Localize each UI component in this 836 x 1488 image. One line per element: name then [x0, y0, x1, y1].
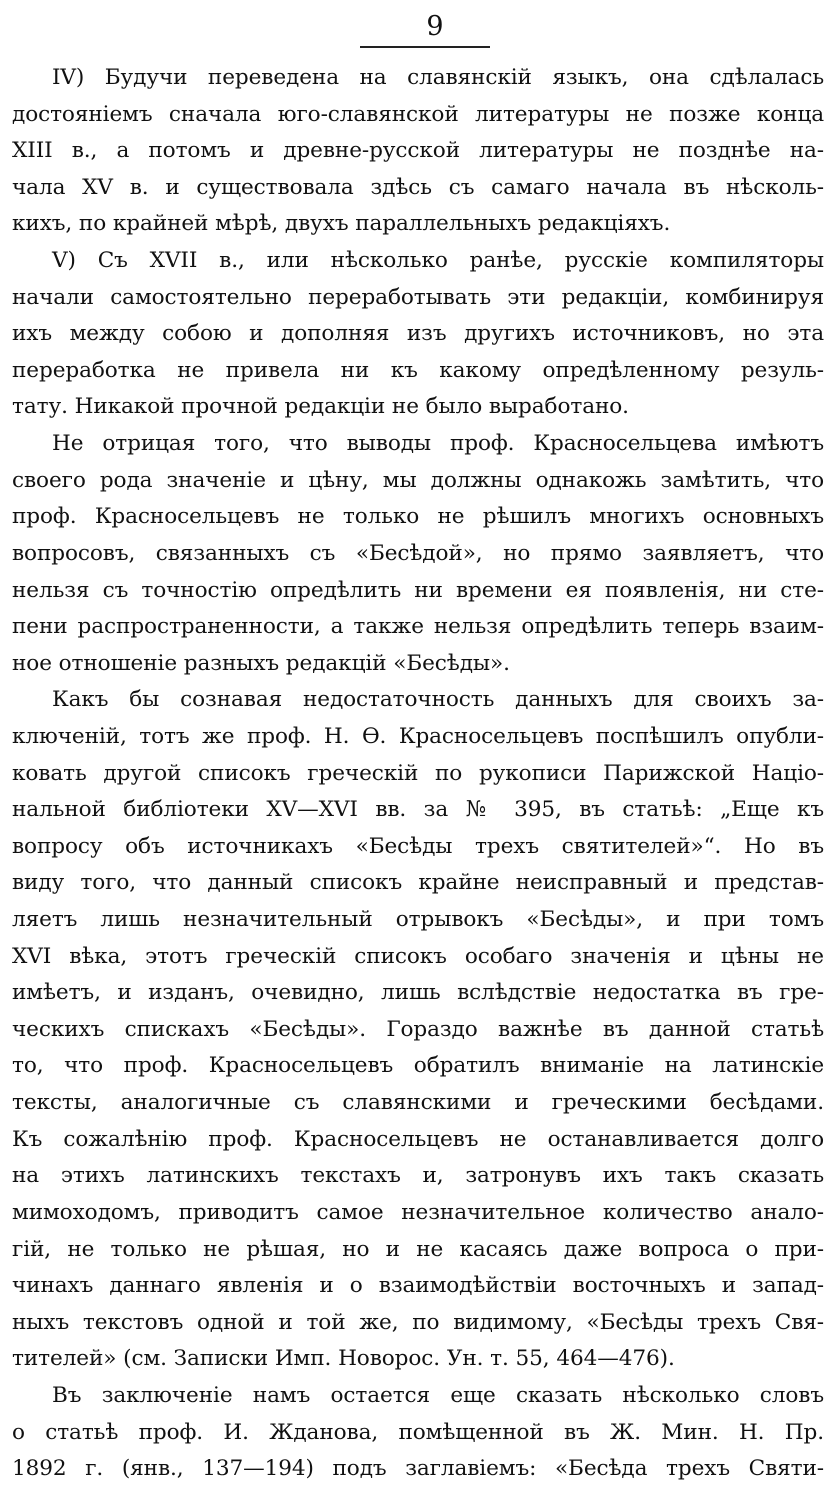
text-line: гій, не только не рѣшая, но и не касаясь даже вопроса о при-	[12, 1236, 824, 1262]
text-line: ныхъ текстовъ одной и той же, по видимому, «Бесѣды трехъ Свя-	[12, 1309, 824, 1335]
text-line: XIII в., а потомъ и древне-русской литературы не позднѣе на-	[12, 138, 824, 164]
text-line: вопросовъ, связанныхъ съ «Бесѣдой», но прямо заявляетъ, что	[12, 540, 824, 566]
text-line: кихъ, по крайней мѣрѣ, двухъ параллельныхъ редакціяхъ.	[12, 211, 671, 237]
text-line: ихъ между собою и дополняя изъ другихъ источниковъ, но эта	[12, 321, 824, 347]
text-line: тексты, аналогичные съ славянскими и греческими бесѣдами.	[12, 1090, 824, 1116]
text-line: достояніемъ сначала юго-славянской литературы не позже конца	[12, 101, 824, 127]
text-line: Въ заключеніе намъ остается еще сказать нѣсколько словъ	[52, 1382, 824, 1408]
text-line: на этихъ латинскихъ текстахъ и, затронувъ ихъ такъ сказать	[12, 1163, 824, 1189]
text-line: то, что проф. Красносельцевъ обратилъ вниманіе на латинскіе	[12, 1053, 824, 1079]
header-rule	[360, 46, 490, 48]
text-line: 1892 г. (янв., 137—194) подъ заглавіемъ: «Бесѣда трехъ Святи-	[12, 1456, 824, 1482]
text-line: ляетъ лишь незначительный отрывокъ «Бесѣды», и при томъ	[12, 907, 824, 933]
text-line: XVI вѣка, этотъ греческій списокъ особаго значенія и цѣны не	[12, 943, 824, 969]
text-line: проф. Красносельцевъ не только не рѣшилъ многихъ основныхъ	[12, 504, 824, 530]
text-line: ческихъ спискахъ «Бесѣды». Гораздо важнѣе въ данной статьѣ	[12, 1016, 824, 1042]
text-line: чала XV в. и существовала здѣсь съ самаго начала въ нѣсколь-	[12, 174, 824, 200]
text-line: вопросу объ источникахъ «Бесѣды трехъ святителей»“. Но въ	[12, 833, 824, 859]
text-line: чинахъ даннаго явленія и о взаимодѣйствіи восточныхъ и запад-	[12, 1273, 824, 1299]
text-line: своего рода значеніе и цѣну, мы должны однакожь замѣтить, что	[12, 467, 824, 493]
text-line: Какъ бы сознавая недостаточность данныхъ для своихъ за-	[52, 687, 824, 713]
text-line: V) Съ XVII в., или нѣсколько ранѣе, русскіе компиляторы	[52, 248, 824, 274]
text-line: пени распространенности, а также нельзя опредѣлить теперь взаим-	[12, 614, 824, 640]
book-page	[12, 0, 824, 1482]
text-line: о статьѣ проф. И. Жданова, помѣщенной въ Ж. Мин. Н. Пр.	[12, 1419, 824, 1445]
page-number: 9	[426, 11, 444, 42]
text-line: мимоходомъ, приводитъ самое незначительное количество анало-	[12, 1199, 824, 1225]
text-line: IV) Будучи переведена на славянскій языкъ, она сдѣлалась	[52, 65, 824, 90]
text-line: нельзя съ точностію опредѣлить ни времени ея появленія, ни сте-	[12, 577, 824, 603]
text-line: тителей» (см. Записки Имп. Новорос. Ун. т. 55, 464—476).	[12, 1346, 675, 1372]
text-line: ное отношеніе разныхъ редакцій «Бесѣды».	[12, 650, 510, 676]
text-line: Къ сожалѣнію проф. Красносельцевъ не останавливается долго	[12, 1126, 824, 1152]
text-line: ключеній, тотъ же проф. Н. Ѳ. Красносельцевъ поспѣшилъ опубли-	[12, 723, 824, 749]
text-line: тату. Никакой прочной редакціи не было выработано.	[12, 394, 629, 420]
text-line: виду того, что данный списокъ крайне неисправный и представ-	[12, 870, 824, 896]
body-text	[12, 60, 824, 1488]
text-line: нальной библіотеки XV—XVI вв. за № 395, въ статьѣ: „Еще къ	[12, 797, 824, 823]
text-line: имѣетъ, и изданъ, очевидно, лишь вслѣдствіе недостатка въ гре-	[12, 980, 824, 1006]
text-line: начали самостоятельно переработывать эти редакціи, комбинируя	[12, 284, 824, 310]
text-line: ковать другой списокъ греческій по рукописи Парижской Націо-	[12, 760, 824, 786]
text-line: Не отрицая того, что выводы проф. Красносельцева имѣютъ	[52, 431, 824, 457]
text-line: переработка не привела ни къ какому опредѣленному резуль-	[12, 357, 824, 383]
